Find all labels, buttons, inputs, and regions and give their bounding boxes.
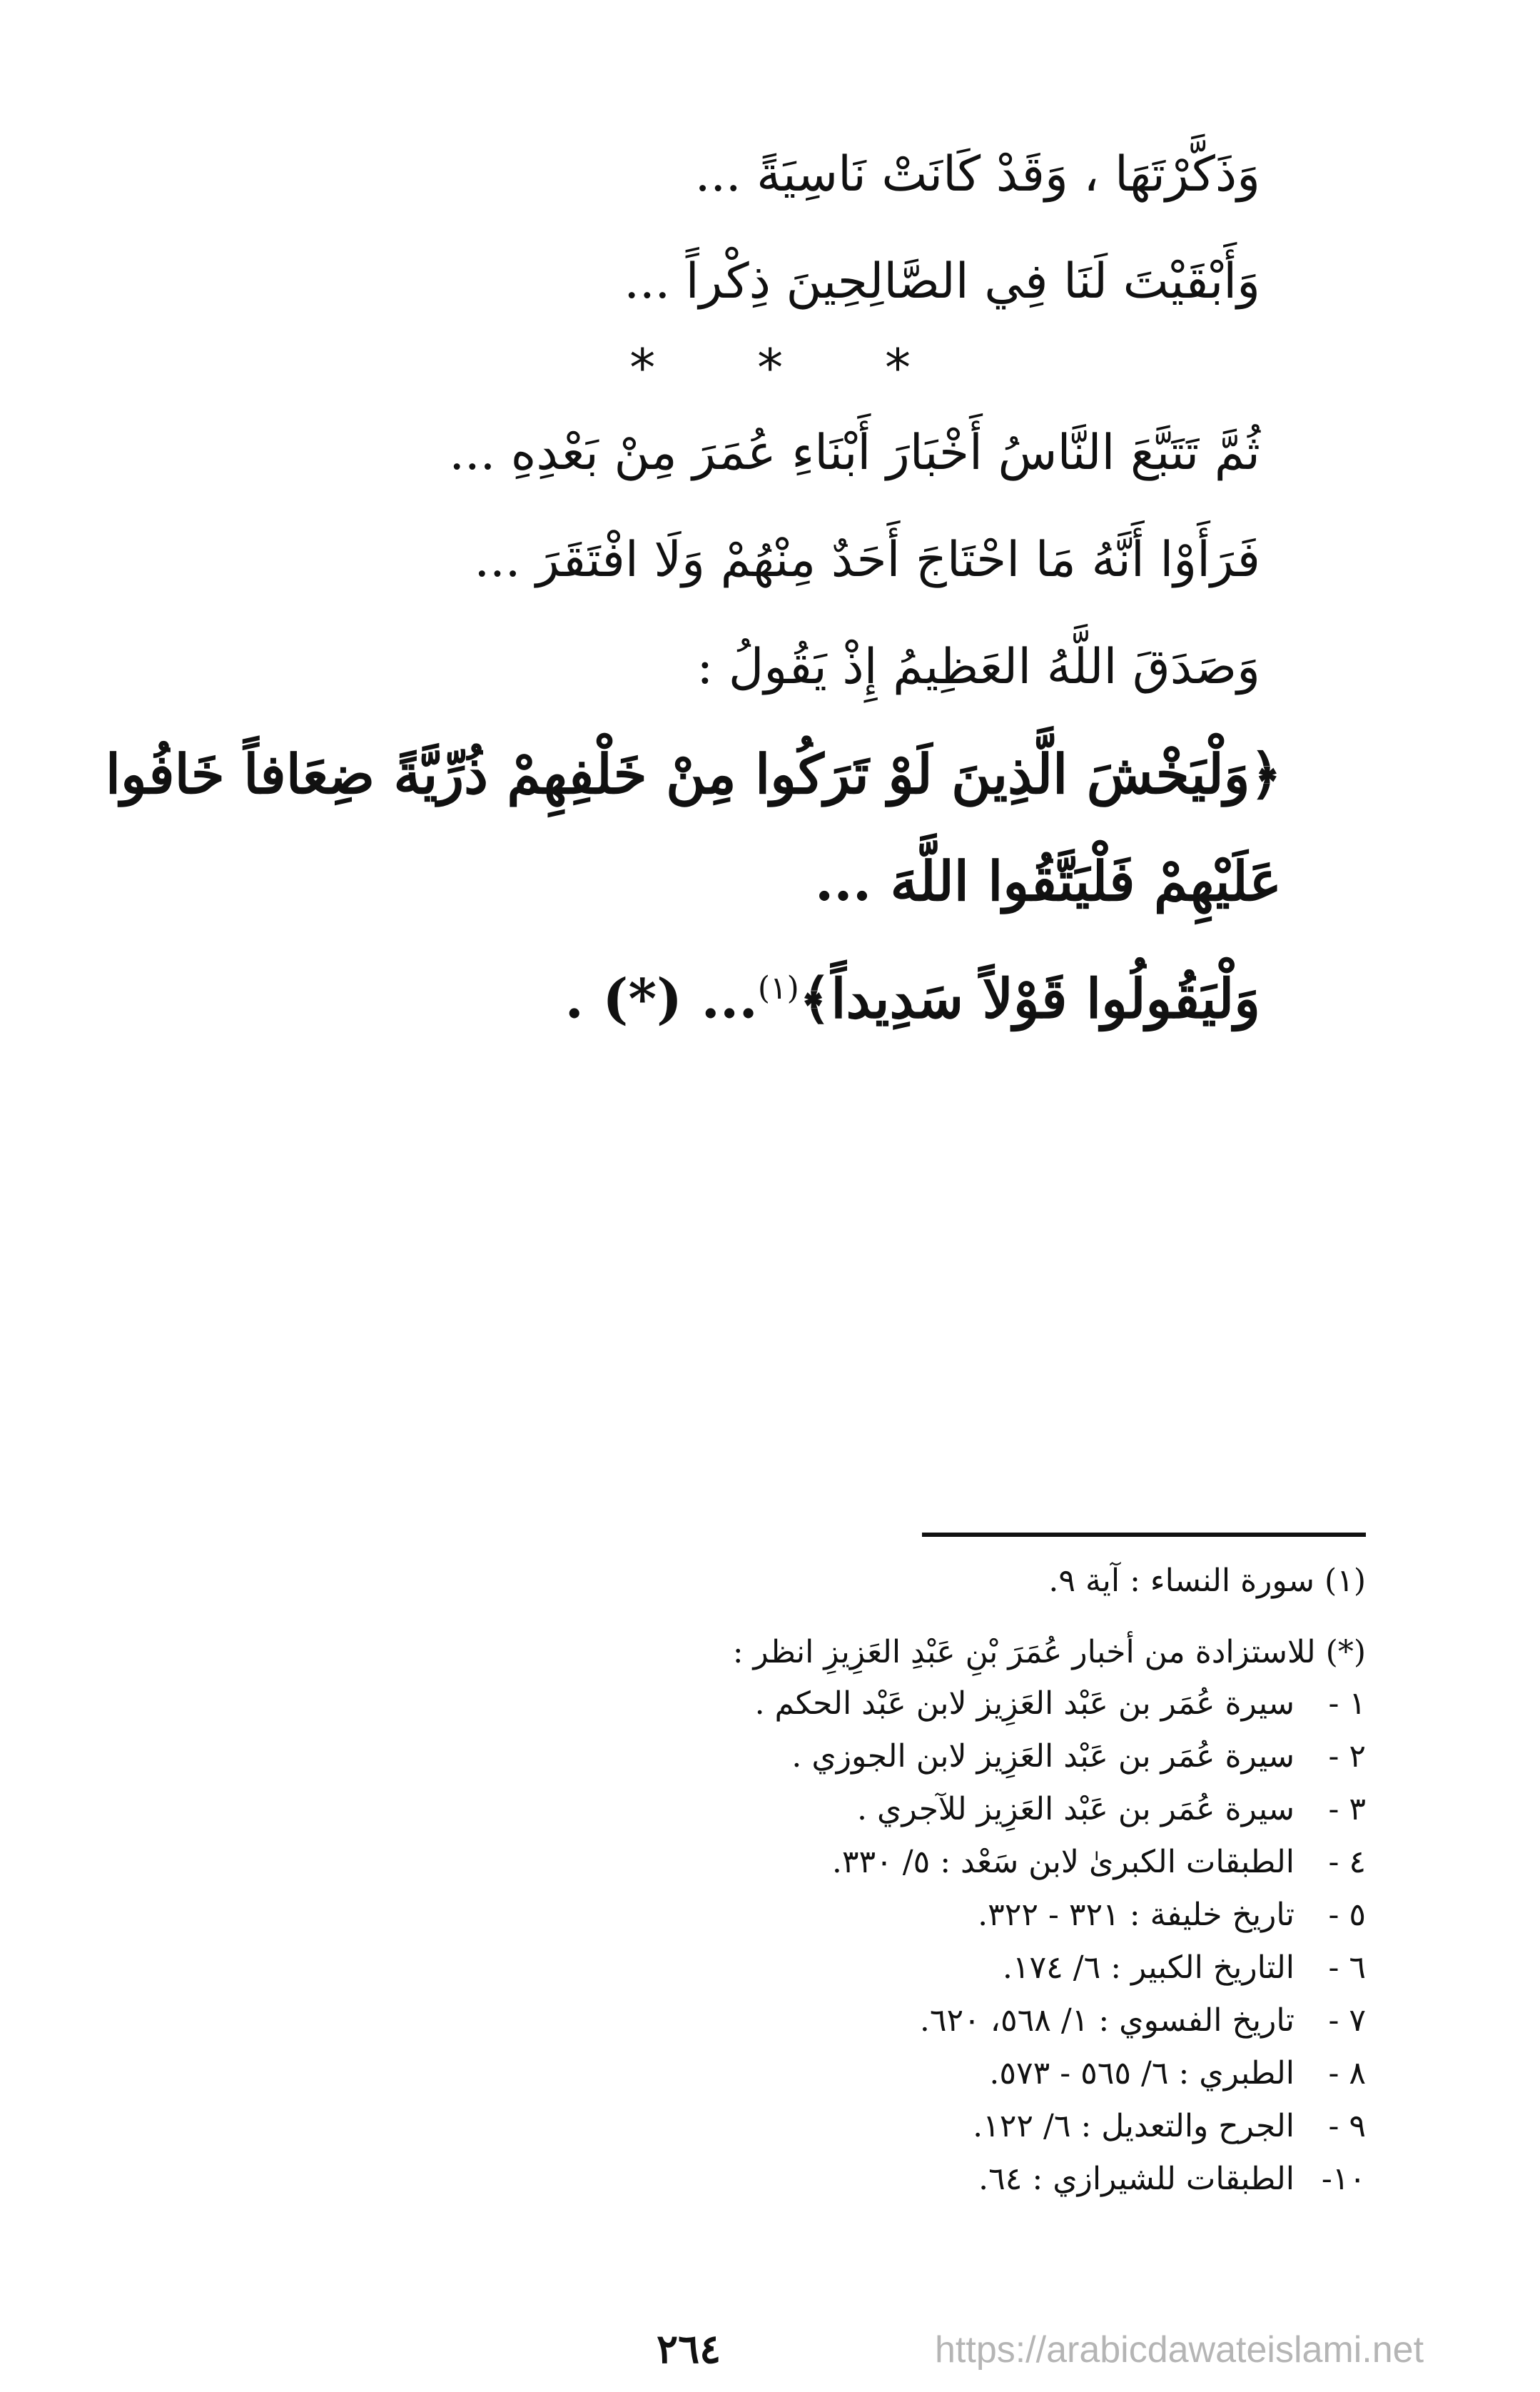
source-number: ٢ - <box>1328 1738 1366 1775</box>
text-line: وَذَكَّرْتَهَا ، وَقَدْ كَانَتْ نَاسِيَةً ... <box>694 146 1260 203</box>
watermark: https://arabicdawateislami.net <box>935 2329 1424 2371</box>
source-item <box>153 2153 1366 2206</box>
text-line: وَصَدَقَ اللَّهُ العَظِيمُ إِذْ يَقُولُ : <box>696 639 1260 695</box>
source-text: تاريخ خليفة : ٣٢١ - ٣٢٢. <box>978 1897 1295 1933</box>
source-item <box>153 2100 1366 2153</box>
footnote-star: (*) للاستزادة من أخبار عُمَرَ بْنِ عَبْدِ العَزِيزِ انظر : <box>732 1634 1366 1670</box>
verse-tail: ... (*) . <box>564 967 758 1031</box>
source-text: الطبقات الكبرىٰ لابن سَعْد : ٥/ ٣٣٠. <box>831 1844 1295 1880</box>
source-item <box>153 1889 1366 1942</box>
quran-verse: ﴿وَلْيَخْشَ الَّذِينَ لَوْ تَرَكُوا مِنْ خَلْفِهِمْ ذُرِّيَّةً ضِعَافاً خَافُوا عَلَيْهِمْ فَلْيَتَّقُوا اللَّهَ ... <box>105 742 1282 913</box>
source-item <box>153 1836 1366 1889</box>
source-text: سيرة عُمَر بن عَبْد العَزِيز لابن عَبْد الحكم . <box>754 1685 1295 1722</box>
source-number: ١ - <box>1328 1685 1366 1722</box>
source-item <box>153 1730 1366 1783</box>
footnotes <box>153 1556 1366 2206</box>
source-number: ٦ - <box>1328 1949 1366 1986</box>
source-text: تاريخ الفسوي : ١/ ٥٦٨، ٦٢٠. <box>919 2002 1295 2039</box>
quran-verse-end <box>47 935 1260 1052</box>
source-item <box>153 1994 1366 2047</box>
source-text: الجرح والتعديل : ٦/ ١٢٢. <box>973 2108 1295 2144</box>
source-number: ٣ - <box>1328 1791 1366 1827</box>
footnote-1: (١) سورة النساء : آية ٩. <box>1048 1563 1366 1599</box>
source-number: ٤ - <box>1328 1844 1366 1880</box>
section-separator: * * * <box>629 338 953 398</box>
source-text: الطبقات للشيرازي : ٦٤. <box>978 2161 1295 2197</box>
source-number: ١٠- <box>1321 2161 1366 2197</box>
footnote-divider <box>922 1533 1366 1537</box>
source-item <box>153 1783 1366 1836</box>
text-line: ثُمَّ تَتَبَّعَ النَّاسُ أَخْبَارَ أَبْنَاءِ عُمَرَ مِنْ بَعْدِهِ ... <box>449 425 1260 481</box>
source-text: سيرة عُمَر بن عَبْد العَزِيز للآجري . <box>857 1791 1295 1827</box>
source-text: سيرة عُمَر بن عَبْد العَزِيز لابن الجوزي . <box>791 1738 1295 1775</box>
source-item <box>153 1942 1366 1994</box>
source-number: ٩ - <box>1328 2108 1366 2144</box>
source-number: ٧ - <box>1328 2002 1366 2039</box>
source-text: التاريخ الكبير : ٦/ ١٧٤. <box>1002 1949 1295 1986</box>
verse-end-text: وَلْيَقُولُوا قَوْلاً سَدِيداً﴾ <box>799 967 1260 1031</box>
page-number: ٢٦٤ <box>657 2326 721 2373</box>
source-item <box>153 2047 1366 2100</box>
main-text <box>47 121 1282 1052</box>
text-line: فَرَأَوْا أَنَّهُ مَا احْتَاجَ أَحَدٌ مِنْهُمْ وَلَا افْتَقَرَ ... <box>474 532 1260 588</box>
source-number: ٨ - <box>1328 2055 1366 2091</box>
source-number: ٥ - <box>1328 1897 1366 1933</box>
text-line: وَأَبْقَيْتَ لَنَا فِي الصَّالِحِينَ ذِكْراً ... <box>624 253 1260 310</box>
source-item <box>153 1677 1366 1730</box>
footnote-ref: (١) <box>757 970 799 1006</box>
footnote-spacer <box>153 1606 1366 1628</box>
source-text: الطبري : ٦/ ٥٦٥ - ٥٧٣. <box>989 2055 1295 2091</box>
